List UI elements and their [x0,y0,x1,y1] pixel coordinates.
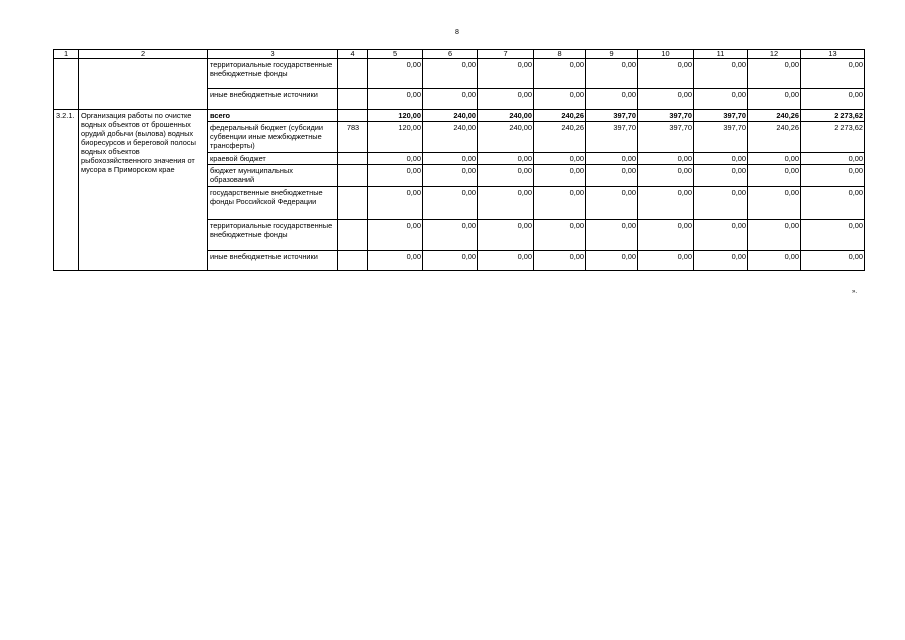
value-cell: 0,00 [801,59,865,89]
value-cell: 0,00 [748,153,801,165]
funding-source: территориальные государственные внебюджетные фонды [208,220,338,251]
value-cell: 0,00 [801,153,865,165]
value-cell: 0,00 [801,251,865,271]
page-number: 8 [455,29,459,36]
value-cell: 0,00 [801,165,865,187]
value-cell: 240,26 [534,122,586,153]
value-cell: 0,00 [368,89,423,110]
value-cell: 0,00 [534,59,586,89]
value-cell: 0,00 [586,165,638,187]
empty-cell [54,59,79,110]
value-cell: 2 273,62 [801,122,865,153]
value-cell: 0,00 [368,165,423,187]
value-cell: 0,00 [694,89,748,110]
funding-source: территориальные государственные внебюджетные фонды [208,59,338,89]
column-header: 13 [801,50,865,59]
value-cell: 0,00 [748,89,801,110]
value-cell: 0,00 [586,89,638,110]
column-header: 2 [79,50,208,59]
value-cell: 0,00 [694,251,748,271]
column-header: 4 [338,50,368,59]
activity-number: 3.2.1. [54,110,79,271]
value-cell: 0,00 [368,220,423,251]
value-cell: 0,00 [638,59,694,89]
value-cell: 240,00 [423,122,478,153]
value-cell: 0,00 [694,220,748,251]
column-header: 10 [638,50,694,59]
column-header: 6 [423,50,478,59]
code-cell [338,110,368,122]
funding-source: бюджет муниципальных образований [208,165,338,187]
value-cell: 0,00 [478,59,534,89]
funding-source: иные внебюджетные источники [208,89,338,110]
value-cell: 0,00 [748,59,801,89]
value-cell: 0,00 [534,251,586,271]
value-cell: 0,00 [638,187,694,220]
value-cell: 240,26 [534,110,586,122]
value-cell: 397,70 [694,122,748,153]
code-cell [338,251,368,271]
value-cell: 0,00 [694,59,748,89]
activity-name: Организация работы по очистке водных объектов от брошенных орудий добычи (вылова) водных биоресурсов и береговой полосы водных объектов рыбохозяйственного значения от мусора в Приморском крае [79,110,208,271]
value-cell: 2 273,62 [801,110,865,122]
value-cell: 240,00 [478,122,534,153]
value-cell: 0,00 [694,187,748,220]
value-cell: 0,00 [534,165,586,187]
value-cell: 0,00 [368,251,423,271]
budget-table [53,49,865,271]
value-cell: 0,00 [638,89,694,110]
value-cell: 0,00 [801,220,865,251]
value-cell: 0,00 [423,165,478,187]
column-header: 12 [748,50,801,59]
value-cell: 0,00 [748,251,801,271]
value-cell: 0,00 [638,165,694,187]
value-cell: 0,00 [801,187,865,220]
value-cell: 0,00 [586,220,638,251]
value-cell: 0,00 [423,220,478,251]
code-cell [338,89,368,110]
value-cell: 0,00 [368,59,423,89]
empty-cell [79,59,208,110]
funding-source: краевой бюджет [208,153,338,165]
value-cell: 0,00 [423,251,478,271]
value-cell: 0,00 [586,187,638,220]
value-cell: 0,00 [478,165,534,187]
code-cell: 783 [338,122,368,153]
value-cell: 397,70 [638,110,694,122]
value-cell: 0,00 [586,153,638,165]
value-cell: 0,00 [478,153,534,165]
value-cell: 397,70 [586,122,638,153]
value-cell: 240,00 [423,110,478,122]
value-cell: 0,00 [423,153,478,165]
table-row [54,59,865,89]
value-cell: 0,00 [534,89,586,110]
funding-source: всего [208,110,338,122]
code-cell [338,220,368,251]
code-cell [338,153,368,165]
value-cell: 120,00 [368,110,423,122]
value-cell: 0,00 [586,59,638,89]
column-header: 8 [534,50,586,59]
value-cell: 0,00 [368,187,423,220]
column-header: 3 [208,50,338,59]
value-cell: 0,00 [534,187,586,220]
value-cell: 0,00 [638,153,694,165]
column-header: 1 [54,50,79,59]
value-cell: 240,26 [748,110,801,122]
value-cell: 0,00 [478,220,534,251]
value-cell: 0,00 [423,59,478,89]
funding-source: иные внебюджетные источники [208,251,338,271]
value-cell: 0,00 [748,220,801,251]
column-header: 7 [478,50,534,59]
value-cell: 0,00 [534,220,586,251]
value-cell: 240,00 [478,110,534,122]
value-cell: 0,00 [694,153,748,165]
funding-source: федеральный бюджет (субсидии субвенции иные межбюджетные трансферты) [208,122,338,153]
value-cell: 0,00 [638,251,694,271]
value-cell: 120,00 [368,122,423,153]
value-cell: 0,00 [423,187,478,220]
value-cell: 397,70 [586,110,638,122]
column-header: 11 [694,50,748,59]
value-cell: 0,00 [478,89,534,110]
value-cell: 0,00 [368,153,423,165]
code-cell [338,187,368,220]
value-cell: 0,00 [694,165,748,187]
code-cell [338,165,368,187]
end-mark: ». [852,289,858,295]
value-cell: 0,00 [423,89,478,110]
table-row [54,110,865,122]
column-header: 9 [586,50,638,59]
value-cell: 0,00 [748,165,801,187]
column-header: 5 [368,50,423,59]
header-row [54,50,865,59]
value-cell: 0,00 [534,153,586,165]
value-cell: 397,70 [638,122,694,153]
value-cell: 0,00 [801,89,865,110]
value-cell: 0,00 [638,220,694,251]
value-cell: 0,00 [748,187,801,220]
value-cell: 397,70 [694,110,748,122]
value-cell: 0,00 [478,187,534,220]
value-cell: 0,00 [586,251,638,271]
code-cell [338,59,368,89]
value-cell: 0,00 [478,251,534,271]
funding-source: государственные внебюджетные фонды Российской Федерации [208,187,338,220]
value-cell: 240,26 [748,122,801,153]
